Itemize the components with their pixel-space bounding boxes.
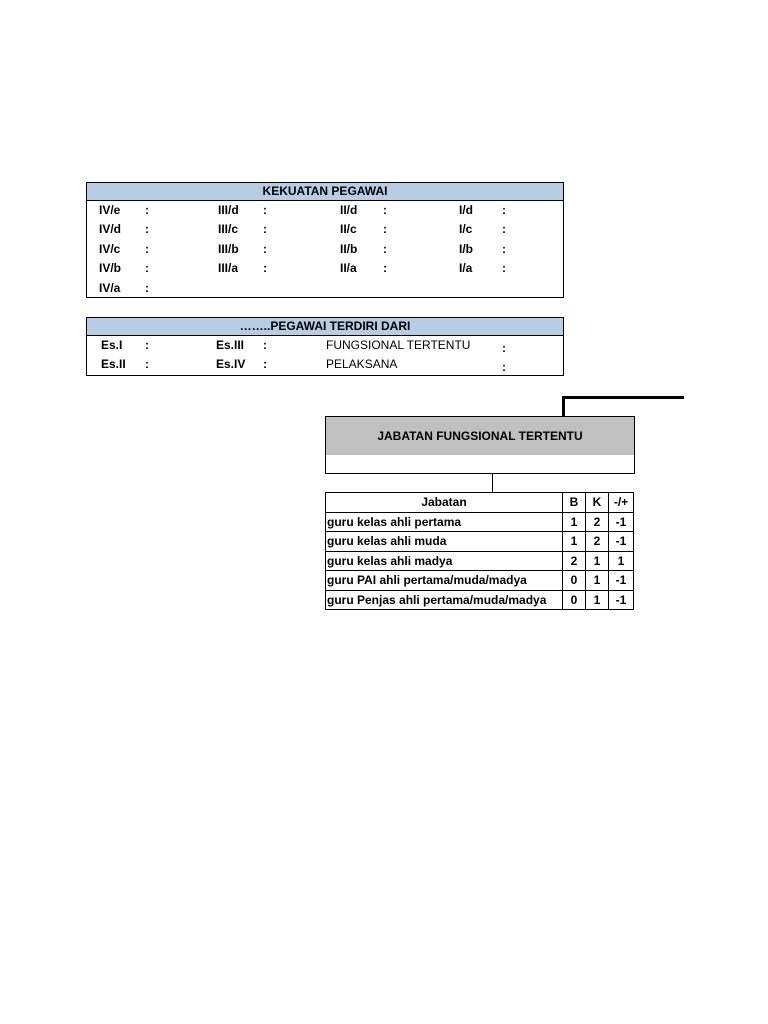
terdiri-label: Es.III — [216, 338, 245, 352]
golongan-separator: : — [502, 203, 506, 217]
table-row — [326, 532, 634, 552]
golongan-separator: : — [502, 261, 506, 276]
value-b: 1 — [563, 512, 586, 532]
kekuatan-row — [87, 201, 563, 220]
golongan-label: IV/a — [99, 280, 121, 295]
terdiri-separator: : — [145, 338, 149, 352]
terdiri-separator: : — [502, 341, 506, 355]
golongan-separator: : — [383, 241, 387, 256]
pegawai-terdiri-box — [86, 317, 564, 376]
kekuatan-pegawai-title: KEKUATAN PEGAWAI — [87, 183, 563, 201]
kekuatan-row — [87, 240, 563, 259]
golongan-label: I/c — [459, 222, 473, 237]
golongan-separator: : — [383, 222, 387, 237]
table-row — [326, 512, 634, 532]
table-row — [326, 571, 634, 591]
table-row — [326, 551, 634, 571]
golongan-label: III/c — [218, 222, 239, 237]
value-k: 1 — [586, 551, 609, 571]
jabatan-table-header — [326, 493, 634, 513]
table-row — [326, 590, 634, 610]
golongan-separator: : — [145, 222, 149, 237]
value-diff: 1 — [609, 551, 634, 571]
terdiri-separator: : — [502, 360, 506, 375]
terdiri-label: FUNGSIONAL TERTENTU — [326, 338, 471, 352]
value-b: 0 — [563, 571, 586, 591]
terdiri-separator: : — [263, 357, 267, 372]
jabatan-table — [325, 492, 634, 610]
jabatan-name: guru kelas ahli madya — [326, 551, 563, 571]
value-diff: -1 — [609, 590, 634, 610]
golongan-label: II/b — [340, 241, 358, 256]
kekuatan-row — [87, 279, 563, 298]
golongan-separator: : — [383, 203, 387, 217]
golongan-label: II/d — [340, 203, 358, 217]
jabatan-fungsional-subbox — [325, 455, 635, 474]
header-diff: -/+ — [609, 493, 634, 513]
golongan-label: I/a — [459, 261, 473, 276]
connector-vertical-bottom — [492, 474, 493, 492]
header-jabatan: Jabatan — [326, 493, 563, 513]
pegawai-terdiri-title: ……..PEGAWAI TERDIRI DARI — [87, 318, 563, 336]
terdiri-label: PELAKSANA — [326, 357, 398, 372]
jabatan-name: guru kelas ahli muda — [326, 532, 563, 552]
golongan-separator: : — [263, 261, 267, 276]
value-k: 2 — [586, 532, 609, 552]
value-k: 1 — [586, 590, 609, 610]
jabatan-name: guru Penjas ahli pertama/muda/madya — [326, 590, 563, 610]
golongan-separator: : — [502, 241, 506, 256]
golongan-label: III/a — [218, 261, 239, 276]
golongan-separator: : — [145, 241, 149, 256]
terdiri-label: Es.II — [101, 357, 126, 372]
terdiri-label: Es.IV — [216, 357, 246, 372]
terdiri-label: Es.I — [101, 338, 123, 352]
value-diff: -1 — [609, 571, 634, 591]
value-k: 1 — [586, 571, 609, 591]
golongan-separator: : — [145, 203, 149, 217]
golongan-label: IV/c — [99, 241, 121, 256]
terdiri-row — [87, 336, 563, 355]
terdiri-rows — [87, 336, 563, 375]
value-b: 2 — [563, 551, 586, 571]
value-k: 2 — [586, 512, 609, 532]
header-k: K — [586, 493, 609, 513]
golongan-label: IV/d — [99, 222, 122, 237]
terdiri-row — [87, 355, 563, 374]
kekuatan-row — [87, 220, 563, 239]
golongan-separator: : — [263, 241, 267, 256]
value-b: 1 — [563, 532, 586, 552]
jabatan-table-body — [326, 512, 634, 610]
golongan-label: II/a — [340, 261, 357, 276]
header-b: B — [563, 493, 586, 513]
golongan-separator: : — [145, 261, 149, 276]
golongan-label: I/d — [459, 203, 473, 217]
jabatan-name: guru PAI ahli pertama/muda/madya — [326, 571, 563, 591]
golongan-label: III/d — [218, 203, 239, 217]
value-diff: -1 — [609, 532, 634, 552]
value-diff: -1 — [609, 512, 634, 532]
golongan-label: IV/e — [99, 203, 121, 217]
jabatan-name: guru kelas ahli pertama — [326, 512, 563, 532]
golongan-separator: : — [383, 261, 387, 276]
golongan-label: IV/b — [99, 261, 122, 276]
kekuatan-rows — [87, 201, 563, 298]
terdiri-separator: : — [145, 357, 149, 372]
golongan-separator: : — [263, 203, 267, 217]
golongan-label: III/b — [218, 241, 239, 256]
value-b: 0 — [563, 590, 586, 610]
jabatan-fungsional-box: JABATAN FUNGSIONAL TERTENTU — [325, 416, 635, 456]
kekuatan-row — [87, 259, 563, 278]
golongan-separator: : — [263, 222, 267, 237]
connector-vertical-top — [562, 396, 565, 416]
terdiri-separator: : — [263, 338, 267, 352]
golongan-label: I/b — [459, 241, 473, 256]
golongan-separator: : — [145, 280, 149, 295]
golongan-label: II/c — [340, 222, 357, 237]
golongan-separator: : — [502, 222, 506, 237]
connector-horizontal-top — [562, 396, 684, 399]
kekuatan-pegawai-box — [86, 182, 564, 298]
